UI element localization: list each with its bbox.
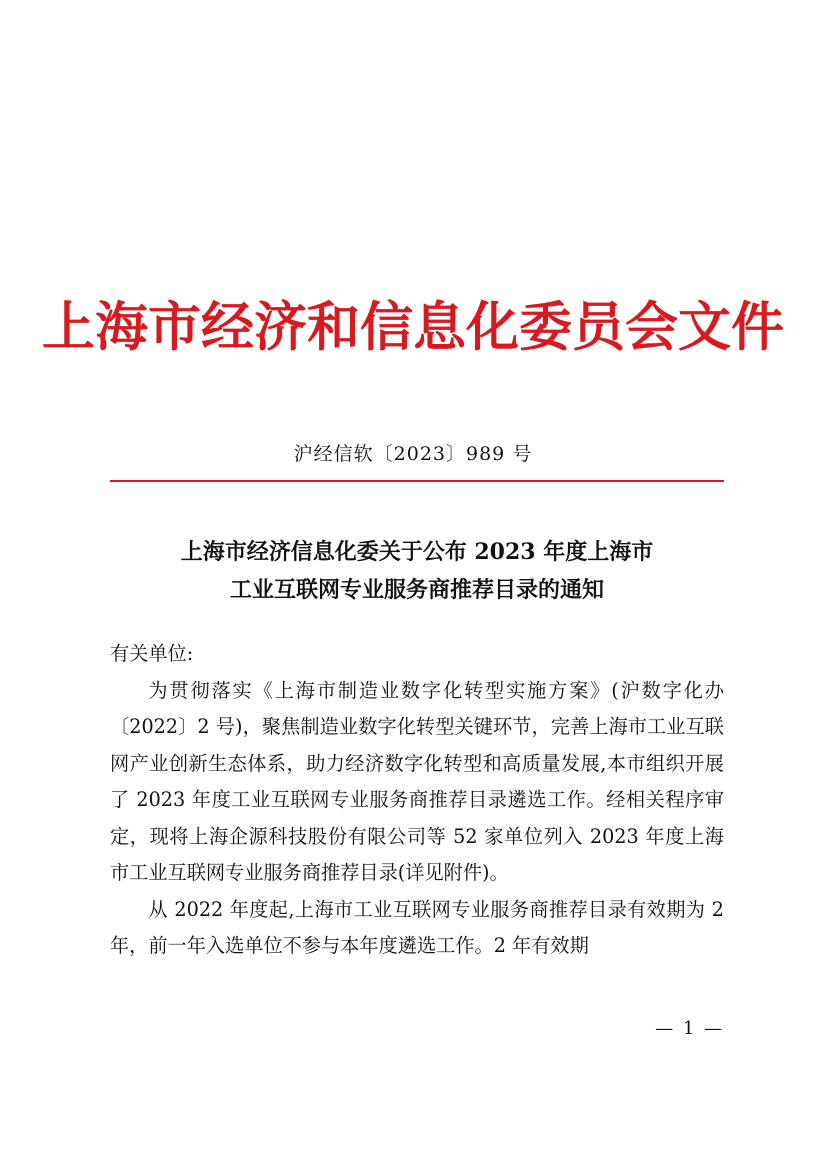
body-paragraph-1: 为贯彻落实《上海市制造业数字化转型实施方案》(沪数字化办〔2022〕2 号)，聚焦制造业数字化转型关键环节，完善上海市工业互联网产业创新生态体系，助力经济数字化转型和高质量发展,本市组织开展了 2023 年度工业互联网专业服务商推荐目录遴选工作。经相关程序审定，现将上海企源科技股份有限公司等 52 家单位列入 2023 年度上海市工业互联网专业服务商推荐目录(详见附件)。 (110, 678, 724, 884)
body-paragraph-2: 从 2022 年度起,上海市工业互联网专业服务商推荐目录有效期为 2 年，前一年入选单位不参与本年度遴选工作。2 年有效期 (110, 897, 724, 957)
salutation: 有关单位: (110, 642, 194, 665)
red-divider-line (110, 480, 724, 482)
document-number: 沪经信软〔2023〕989 号 (293, 443, 533, 465)
document-header-title: 上海市经济和信息化委员会文件 (42, 296, 784, 358)
notice-title-line-2: 工业互联网专业服务商推荐目录的通知 (229, 577, 604, 603)
notice-title (110, 533, 724, 609)
document-body (110, 636, 724, 965)
page-number: — 1 — (655, 1018, 724, 1039)
notice-title-line-1: 上海市经济信息化委关于公布 2023 年度上海市 (180, 539, 654, 565)
